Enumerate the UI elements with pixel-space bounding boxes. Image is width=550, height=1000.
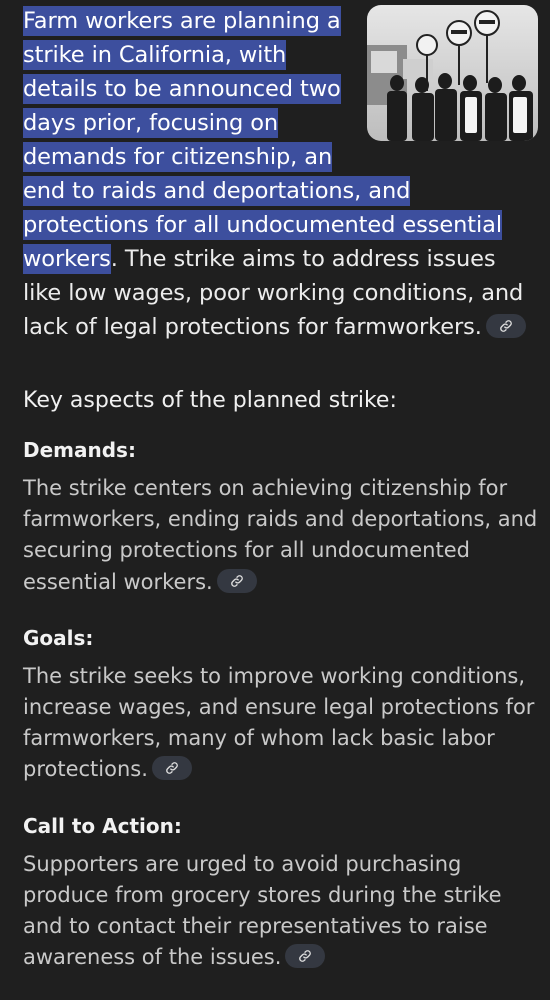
link-icon — [298, 949, 312, 963]
aspect-call-to-action — [23, 812, 538, 974]
protest-photo[interactable] — [367, 5, 538, 141]
intro-paragraph — [23, 4, 538, 344]
response-content — [23, 4, 538, 973]
link-icon — [499, 319, 513, 333]
intro-rest-text: . The strike aims to address issues like low wages, poor working conditions, and lack of legal protections for farmworkers. — [23, 246, 524, 340]
aspect-body — [23, 473, 538, 598]
aspect-body-text: Supporters are urged to avoid purchasing produce from grocery stores during the strike and to contact their representatives to raise awareness of the issues. — [23, 851, 502, 970]
aspect-goals — [23, 624, 538, 786]
aspect-body-text: The strike seeks to improve working conditions, increase wages, and ensure legal protections for farmworkers, many of whom lack basic labor protections. — [23, 663, 535, 782]
aspect-heading: Goals: — [23, 625, 94, 650]
source-link-chip[interactable] — [152, 756, 192, 780]
highlighted-text: Farm workers are planning a strike in California, with details to be announced two days prior, focusing on demands for citizenship, an end to raids and deportations, and protections for all undocumented essential workers — [23, 8, 502, 272]
source-link-chip[interactable] — [285, 944, 325, 968]
link-icon — [165, 761, 179, 775]
aspect-body — [23, 661, 538, 786]
aspect-body — [23, 849, 538, 974]
aspect-heading: Call to Action: — [23, 813, 182, 838]
source-link-chip[interactable] — [486, 314, 526, 338]
aspect-heading: Demands: — [23, 438, 136, 462]
source-link-chip[interactable] — [217, 569, 257, 593]
aspect-body-text: The strike centers on achieving citizenship for farmworkers, ending raids and deportations, and securing protections for all undocumented essential workers. — [23, 476, 538, 594]
section-title: Key aspects of the planned strike: — [23, 388, 397, 413]
aspect-demands — [23, 436, 538, 598]
link-icon — [230, 574, 244, 588]
